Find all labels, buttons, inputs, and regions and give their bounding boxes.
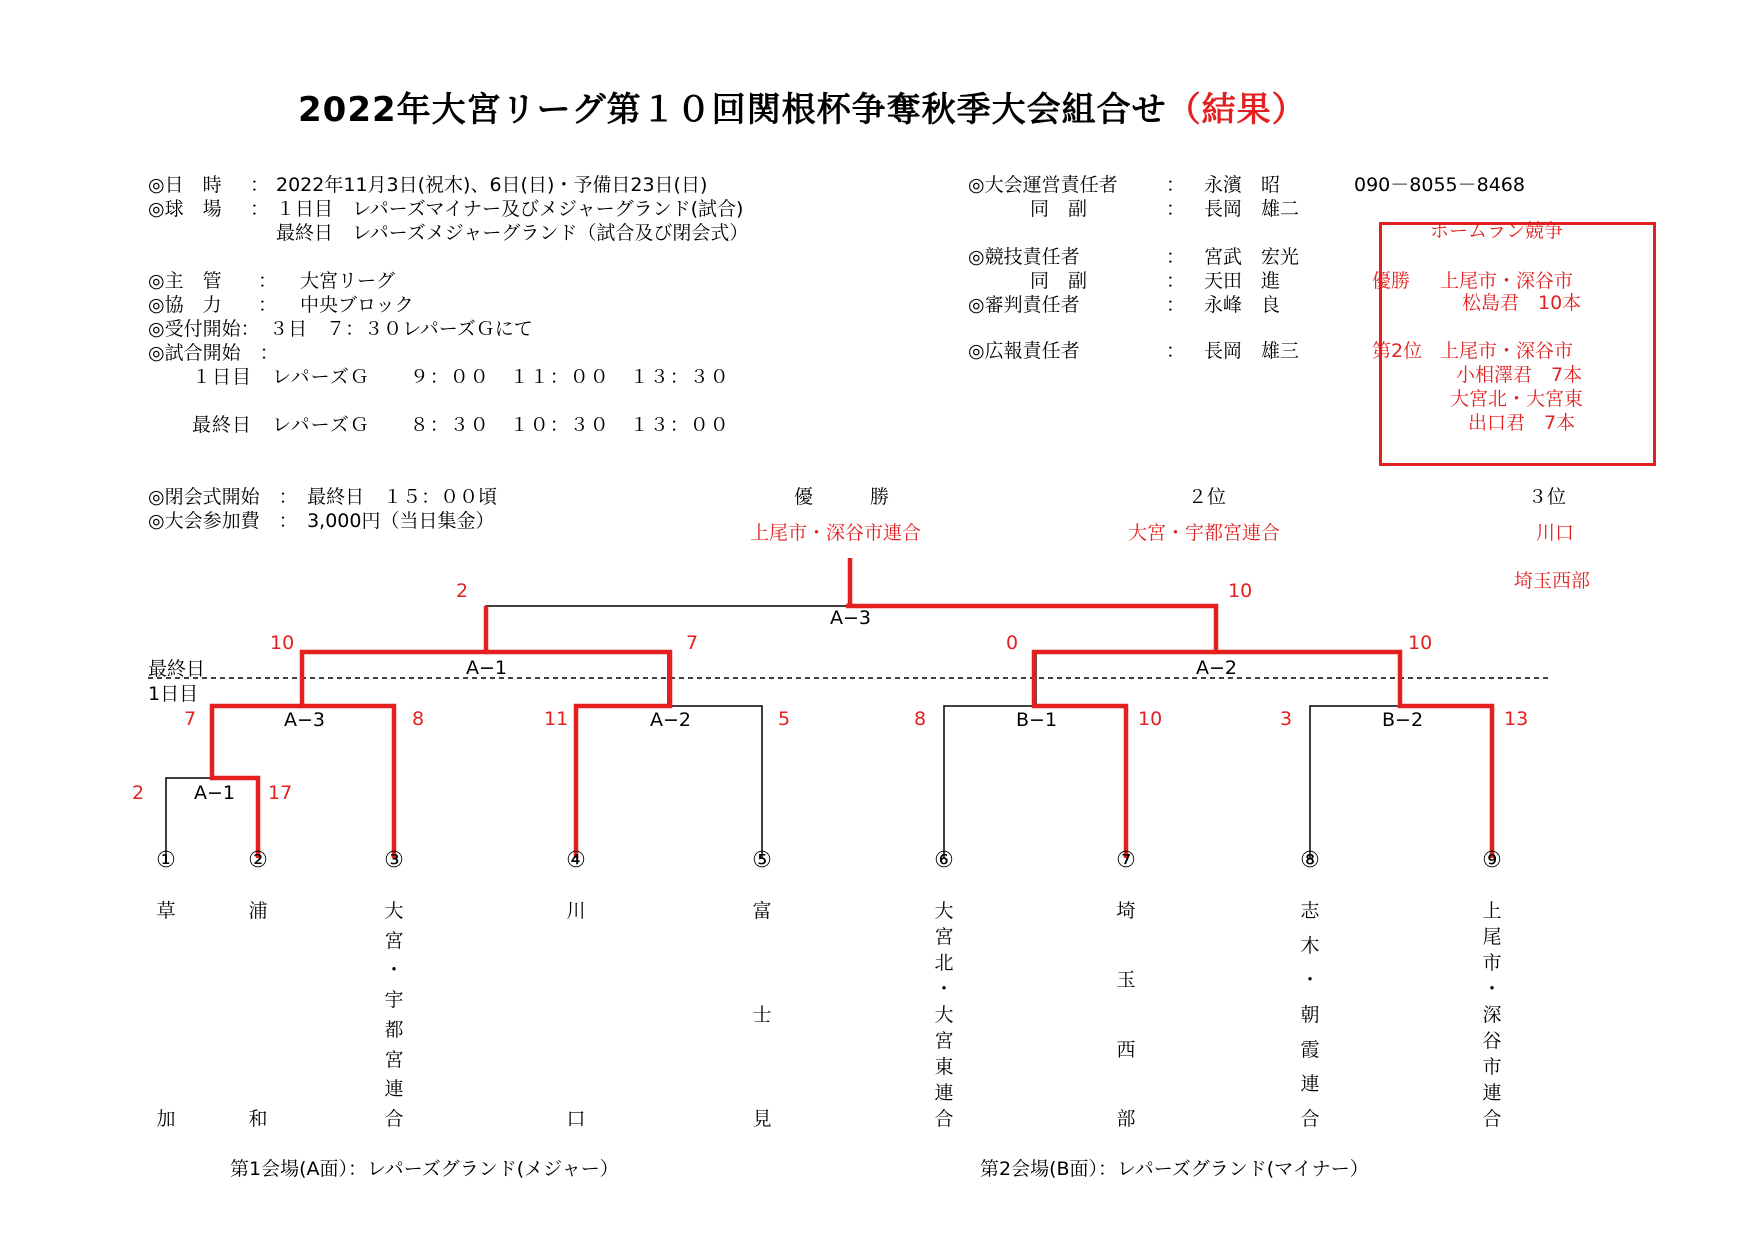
winner-line-a2: [486, 652, 670, 858]
winner-line-b2: [846, 606, 1492, 858]
team-name-char: 木: [1300, 934, 1320, 957]
team-name-char: 上: [1482, 900, 1502, 922]
homerun-second-player2: 出口君 7本: [1468, 412, 1576, 434]
third-label: ３位: [1528, 486, 1567, 508]
team-name-char: 合: [1482, 1108, 1502, 1130]
r5-name: 永峰 良: [1204, 294, 1281, 316]
r6-colon: ：: [1166, 340, 1186, 362]
team-name-char: 深: [1482, 1004, 1502, 1026]
venue-b: 第2会場(B面）：レパーズグランド(マイナー）: [980, 1158, 1369, 1180]
team-number: ⑤: [752, 848, 772, 873]
team-name-char: 東: [934, 1056, 954, 1078]
team-name-char: 西: [1116, 1038, 1136, 1061]
closing: ◎閉会式開始 ： 最終日 １５：００頃: [148, 486, 498, 508]
team-number: ③: [384, 848, 404, 873]
score-b1-right: 10: [1138, 708, 1163, 730]
team-name-char: 市: [1482, 1056, 1502, 1078]
r4-label: 同 副: [1030, 270, 1088, 292]
score-semi-b-left: 0: [1006, 632, 1019, 654]
team-name-char: 谷: [1482, 1030, 1502, 1052]
second-label: ２位: [1188, 486, 1227, 508]
final-day-label: 最終日: [148, 658, 206, 680]
team-name-char: 北: [934, 952, 954, 974]
team-name-char: 埼: [1116, 900, 1136, 922]
r2-colon: ：: [1166, 198, 1186, 220]
score-semi-a-right: 7: [686, 632, 699, 654]
reception: ◎受付開始： ３日 ７：３０レパーズＧにて: [148, 318, 533, 340]
day1-label: 1日目: [148, 683, 199, 705]
team-name-char: 合: [934, 1108, 954, 1130]
fee: ◎大会参加費 ： 3,000円（当日集金）: [148, 510, 495, 532]
homerun-title: ホームラン競争: [1430, 220, 1564, 242]
game-semi-a: A−1: [466, 657, 508, 679]
team-name-char: ・: [384, 959, 404, 982]
r3-name: 宮武 宏光: [1204, 246, 1300, 268]
winner-line-a3: [302, 606, 486, 858]
day1-times: １日目 レパーズＧ ９：００ １１：００ １３：３０: [192, 366, 730, 388]
date-label: ◎日 時: [148, 174, 222, 196]
score-semi-a-left: 10: [270, 632, 295, 654]
homerun-second-player1: 小相澤君 7本: [1456, 364, 1583, 386]
r5-colon: ：: [1166, 294, 1186, 316]
team-number: ⑨: [1482, 848, 1502, 873]
team-name-char: 口: [566, 1108, 586, 1130]
team-name-char: 宇: [384, 989, 404, 1012]
team-name-char: 和: [248, 1108, 268, 1130]
homerun-second-label: 第2位: [1372, 340, 1423, 362]
date-value: 2022年11月3日(祝木)、6日(日)・予備日23日(日): [276, 174, 708, 196]
field-label: ◎球 場: [148, 198, 222, 220]
bracket-line-semi-b-left: [1036, 652, 1216, 706]
r1-phone: 090－8055－8468: [1354, 174, 1525, 196]
team-number: ⑧: [1300, 848, 1320, 873]
score-a1-left: 2: [132, 782, 145, 804]
r2-name: 長岡 雄二: [1204, 198, 1300, 220]
team-name-char: 玉: [1116, 969, 1136, 992]
coop-colon: ：: [258, 294, 278, 316]
team-number: ⑦: [1116, 848, 1136, 873]
third-team-2: 埼玉西部: [1514, 570, 1591, 592]
bracket-line-semi-a-right: [486, 652, 668, 706]
score-b1-left: 8: [914, 708, 927, 730]
team-number: ④: [566, 848, 586, 873]
winner-line-b1: [1034, 652, 1216, 858]
champion-label: 優 勝: [794, 486, 890, 508]
field-day1: １日目 レパーズマイナー及びメジャーグランド(試合): [276, 198, 744, 220]
team-name-char: 加: [156, 1108, 176, 1130]
team-name-char: 部: [1116, 1108, 1136, 1130]
team-name-char: 連: [934, 1082, 954, 1104]
r4-colon: ：: [1166, 270, 1186, 292]
score-semi-b-right: 10: [1408, 632, 1433, 654]
score-a1-right: 17: [268, 782, 293, 804]
host-label: ◎主 管: [148, 270, 222, 292]
bracket-line-final-left: [486, 606, 846, 652]
team-name-char: 見: [752, 1108, 772, 1130]
r3-colon: ：: [1166, 246, 1186, 268]
r2-label: 同 副: [1030, 198, 1088, 220]
score-a3-left: 7: [184, 708, 197, 730]
team-name-char: 富: [752, 900, 772, 922]
team-number: ⑥: [934, 848, 954, 873]
team-name-char: 合: [1300, 1108, 1320, 1130]
team-number: ①: [156, 848, 176, 873]
team-name-char: 合: [384, 1108, 404, 1130]
r5-label: ◎審判責任者: [968, 294, 1080, 316]
homerun-second-team2: 大宮北・大宮東: [1450, 388, 1584, 410]
team-name-char: 宮: [384, 929, 404, 952]
score-b2-right: 13: [1504, 708, 1529, 730]
field-final: 最終日 レパーズメジャーグランド（試合及び閉会式）: [276, 222, 749, 244]
score-b2-left: 3: [1280, 708, 1293, 730]
team-name-char: 大: [384, 900, 404, 922]
team-name-char: ・: [1482, 978, 1502, 1000]
team-name-char: 浦: [248, 900, 268, 922]
score-a2-right: 5: [778, 708, 791, 730]
team-name-char: 尾: [1482, 926, 1502, 948]
team-name-char: 大: [934, 1004, 954, 1026]
game-a3: A−3: [284, 709, 326, 731]
r1-name: 永濱 昭: [1204, 174, 1281, 196]
title-result: （結果）: [1166, 90, 1307, 130]
game-b1: B−1: [1016, 709, 1058, 731]
team-name-char: 都: [384, 1018, 404, 1041]
team-name-char: 草: [156, 900, 176, 922]
venue-a: 第1会場(A面）：レパーズグランド(メジャー）: [230, 1158, 619, 1180]
r4-name: 天田 進: [1204, 270, 1281, 292]
team-name-char: 連: [384, 1078, 404, 1101]
game-a2: A−2: [650, 709, 692, 731]
team-name-char: 宮: [934, 926, 954, 948]
game-a1: A−1: [194, 782, 236, 804]
field-colon: ：: [250, 198, 270, 220]
final-times: 最終日 レパーズＧ ８：３０ １０：３０ １３：００: [192, 414, 730, 436]
coop-value: 中央ブロック: [300, 294, 414, 316]
team-name-char: 志: [1300, 900, 1320, 922]
r3-label: ◎競技責任者: [968, 246, 1080, 268]
game-semi-b: A−2: [1196, 657, 1238, 679]
game-final: A−3: [830, 607, 872, 629]
team-name-char: 連: [1300, 1073, 1320, 1096]
homerun-win-team: 上尾市・深谷市: [1440, 270, 1574, 292]
homerun-second-team1: 上尾市・深谷市: [1440, 340, 1574, 362]
r1-colon: ：: [1166, 174, 1186, 196]
r6-label: ◎広報責任者: [968, 340, 1080, 362]
team-name-char: 市: [1482, 952, 1502, 974]
team-name-char: 宮: [934, 1030, 954, 1052]
team-name-char: 宮: [384, 1048, 404, 1071]
team-name-char: 霞: [1300, 1038, 1320, 1061]
team-name-char: 士: [752, 1004, 772, 1026]
page-title: 2022年大宮リーグ第１０回関根杯争奪秋季大会組合せ（結果）: [298, 90, 1307, 130]
host-value: 大宮リーグ: [300, 270, 396, 292]
team-number: ②: [248, 848, 268, 873]
team-name-char: 川: [566, 900, 586, 922]
start-label: ◎試合開始 ：: [148, 342, 279, 364]
second-team: 大宮・宇都宮連合: [1128, 522, 1281, 544]
team-name-char: 朝: [1300, 1004, 1320, 1026]
score-final-left: 2: [456, 580, 469, 602]
champion-team: 上尾市・深谷市連合: [750, 522, 922, 544]
host-colon: ：: [258, 270, 278, 292]
score-a3-right: 8: [412, 708, 425, 730]
team-name-char: ・: [1300, 969, 1320, 992]
score-a2-left: 11: [544, 708, 569, 730]
score-final-right: 10: [1228, 580, 1253, 602]
team-name-char: ・: [934, 978, 954, 1000]
homerun-win-label: 優勝: [1372, 270, 1411, 292]
team-name-char: 連: [1482, 1082, 1502, 1104]
coop-label: ◎協 力: [148, 294, 222, 316]
third-team-1: 川口: [1536, 522, 1575, 544]
homerun-win-player: 松島君 10本: [1462, 292, 1582, 314]
r6-name: 長岡 雄三: [1204, 340, 1300, 362]
team-name-char: 大: [934, 900, 954, 922]
game-b2: B−2: [1382, 709, 1424, 731]
date-colon: ：: [250, 174, 270, 196]
r1-label: ◎大会運営責任者: [968, 174, 1118, 196]
